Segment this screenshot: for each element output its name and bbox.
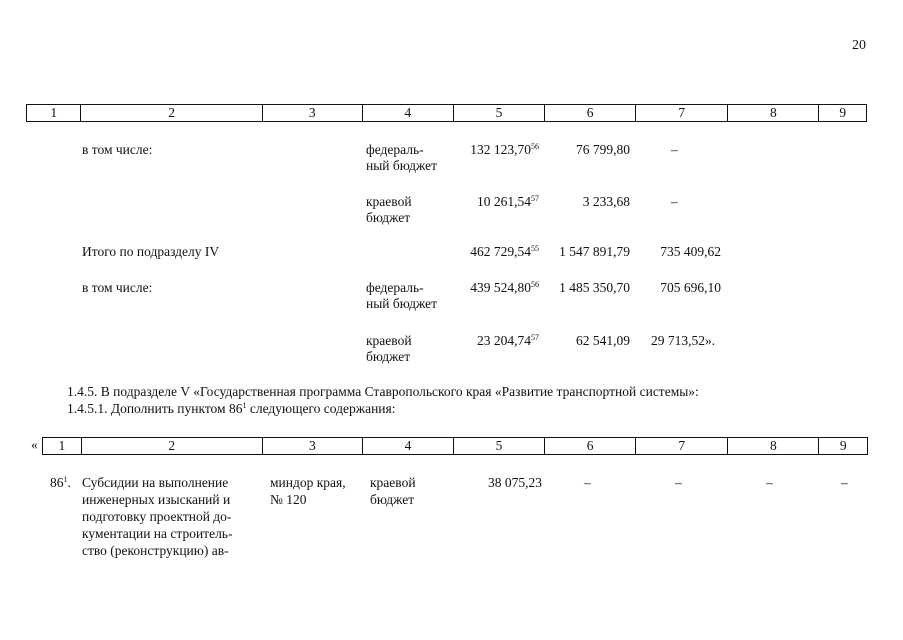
- table2-col7-value: –: [675, 475, 682, 490]
- table1-row4-col6: 1 485 350,70: [559, 280, 630, 295]
- table2-source-line1: краевой: [370, 475, 416, 490]
- table1-row2-col6: 3 233,68: [582, 194, 630, 209]
- table2-col-5: 5: [453, 438, 544, 454]
- table2-col-3: 3: [262, 438, 362, 454]
- table2-col-4: 4: [362, 438, 453, 454]
- table2-col-8: 8: [727, 438, 818, 454]
- table2-exec-line2: № 120: [270, 492, 307, 507]
- table1-row5-source-line2: бюджет: [366, 349, 411, 364]
- table2-col-7: 7: [635, 438, 727, 454]
- table2-header: [42, 437, 868, 455]
- table1-row5-col7: 29 713,52».: [651, 333, 716, 348]
- table1-row4-col7: 705 696,10: [660, 280, 721, 295]
- table1-row2-col7: –: [671, 194, 678, 209]
- table1-row5-col5-sup: 57: [531, 333, 539, 342]
- table2-desc-line3: подготовку проектной до-: [82, 509, 232, 524]
- table1-row3-col5: [470, 244, 539, 260]
- paragraph-1-4-5-1-after: следующего содержания:: [246, 401, 396, 416]
- table1-row5-col5: [477, 333, 539, 349]
- paragraph-1-4-5-1: [67, 401, 396, 417]
- table2-desc-line4: кументации на строитель-: [82, 526, 233, 541]
- page-number: 20: [852, 38, 866, 53]
- table2-exec-line1: миндор края,: [270, 475, 346, 490]
- table1-col-9: 9: [818, 105, 866, 121]
- table1-header: [26, 104, 867, 122]
- table1-row4-label: в том числе:: [82, 280, 153, 295]
- table1-row2-col5-value: 10 261,54: [477, 194, 531, 209]
- table2-row-number: [50, 475, 71, 491]
- table1-col-1: 1: [50, 105, 58, 120]
- table2-row-number-suffix: .: [67, 475, 71, 490]
- paragraph-1-4-5-1-sup: 1: [242, 401, 247, 410]
- table2-col9-value: –: [841, 475, 848, 490]
- paragraph-1-4-5: 1.4.5. В подразделе V «Государственная программа Ставропольского края «Развитие транспортной системы»:: [67, 384, 699, 399]
- table2-source-line2: бюджет: [370, 492, 415, 507]
- table1-row3-col7: 735 409,62: [660, 244, 721, 259]
- table1-row4-source-line1: федераль-: [366, 280, 424, 295]
- table1-row1-source-line2: ный бюджет: [366, 158, 438, 173]
- table1-row2-col5: [477, 194, 539, 210]
- table1-row5-source-line1: краевой: [366, 333, 412, 348]
- table2-col-1: 1: [58, 438, 66, 453]
- paragraph-1-4-5-1-before: 1.4.5.1. Дополнить пунктом 86: [67, 401, 243, 416]
- table2-row-number-sup: 1: [63, 475, 68, 484]
- table1-row4-col5-sup: 56: [531, 280, 539, 289]
- table1-row1-col7: –: [671, 142, 678, 157]
- table1-row5-col6: 62 541,09: [576, 333, 630, 348]
- table2-desc-line5: ство (реконструкцию) ав-: [82, 543, 229, 558]
- table1-row2-source-line1: краевой: [366, 194, 412, 209]
- table1-row2-col5-sup: 57: [531, 194, 539, 203]
- table2-col6-value: –: [584, 475, 591, 490]
- table1-col-7: 7: [635, 105, 727, 121]
- table1-col-6: 6: [544, 105, 635, 121]
- table1-col-5: 5: [453, 105, 544, 121]
- table2-col-2: 2: [81, 438, 262, 454]
- table1-row1-col5-value: 132 123,70: [470, 142, 531, 157]
- table1-row4-col5-value: 439 524,80: [470, 280, 531, 295]
- table1-row3-col5-value: 462 729,54: [470, 244, 531, 259]
- table1-row3-label: Итого по подразделу IV: [82, 244, 220, 259]
- table2-col-9: 9: [818, 438, 867, 454]
- table2-col-6: 6: [544, 438, 635, 454]
- table1-row4-col5: [470, 280, 539, 296]
- table1-col-3: 3: [262, 105, 362, 121]
- table1-col-8: 8: [727, 105, 818, 121]
- table1-row4-source-line2: ный бюджет: [366, 296, 438, 311]
- table2-col8-value: –: [766, 475, 773, 490]
- table1-row1-col6: 76 799,80: [576, 142, 630, 157]
- table1-row5-col5-value: 23 204,74: [477, 333, 531, 348]
- table1-row3-col6: 1 547 891,79: [559, 244, 630, 259]
- table2-desc-line2: инженерных изысканий и: [82, 492, 231, 507]
- table2-open-quote: «: [31, 437, 38, 452]
- table1-row1-source-line1: федераль-: [366, 142, 424, 157]
- table2-row-number-value: 86: [50, 475, 64, 490]
- table1-col-2: 2: [80, 105, 261, 121]
- table1-row2-source-line2: бюджет: [366, 210, 411, 225]
- table1-row3-col5-sup: 55: [531, 244, 539, 253]
- table2-desc-line1: Субсидии на выполнение: [82, 475, 229, 490]
- table1-row1-label: в том числе:: [82, 142, 153, 157]
- table1-row1-col5: [470, 142, 539, 158]
- table2-col5-value: 38 075,23: [488, 475, 542, 490]
- table1-row1-col5-sup: 56: [531, 142, 539, 151]
- table1-col-4: 4: [362, 105, 453, 121]
